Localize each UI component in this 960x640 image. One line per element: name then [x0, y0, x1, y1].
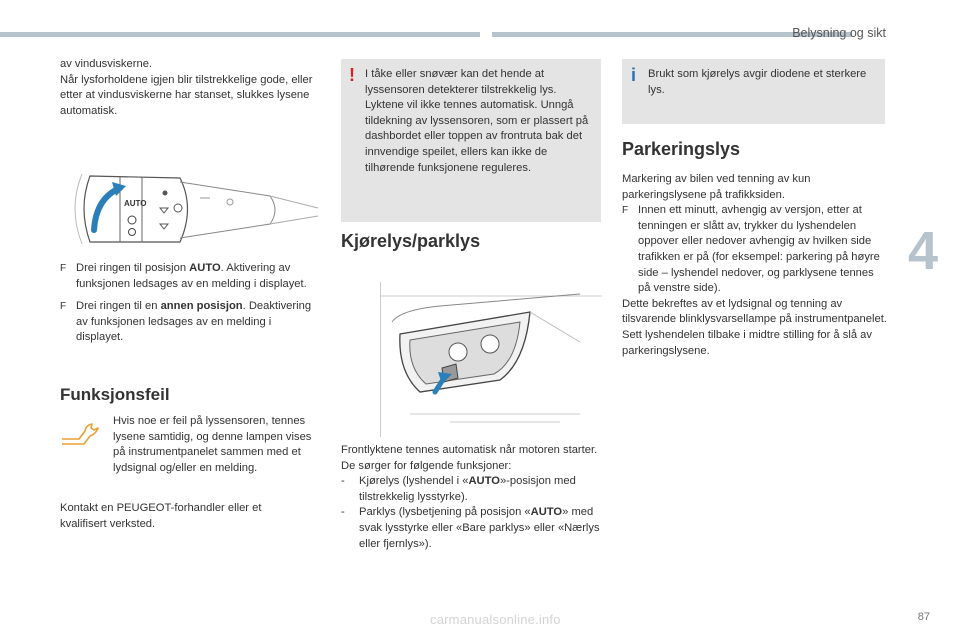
- auto-label: AUTO: [124, 199, 147, 208]
- bullet-bold: AUTO: [189, 262, 221, 274]
- col1-intro: [60, 57, 318, 119]
- bullet-marker: F: [60, 301, 67, 313]
- bullet-auto: [60, 261, 318, 292]
- chapter-number: 4: [907, 221, 938, 281]
- function-item-daytime: [341, 474, 603, 505]
- bullet-bold: annen posisjon: [160, 300, 243, 313]
- list-dash: -: [341, 475, 345, 488]
- spanner-icon: [60, 420, 100, 450]
- item-text: »-posisjon med tilstrekkelig lysstyrke).: [359, 475, 576, 503]
- headlight-drawing: [380, 282, 602, 437]
- intro-line-2: Når lysforholdene igjen blir tilstrekkelige gode, eller etter at vindusviskerne har stanset, slukkes lysene automatisk.: [60, 73, 313, 117]
- col2-body: [341, 443, 603, 552]
- daytime-para-2: De sørger for følgende funksjoner:: [341, 459, 512, 472]
- light-stalk-drawing: [60, 168, 318, 250]
- bullet-other-position: [60, 299, 318, 346]
- section-title: Belysning og sikt: [792, 26, 886, 40]
- parking-para-3: Sett lyshendelen tilbake i midtre stilling for å slå av parkeringslysene.: [622, 328, 872, 357]
- fault-text: Hvis noe er feil på lyssensoren, tennes lysene samtidig, og denne lampen vises på instrumentpanelet sammen med et lydsignal og/eller en melding.: [113, 415, 312, 474]
- footer-watermark: carmanualsonline.info: [430, 612, 561, 627]
- col1-bullets: [60, 261, 318, 346]
- bullet-text: Drei ringen til en: [76, 300, 161, 313]
- bullet-text: Drei ringen til posisjon: [76, 262, 190, 274]
- parking-bullet: [622, 203, 887, 297]
- parking-lights-heading: Parkeringslys: [622, 139, 741, 159]
- warning-text: I tåke eller snøvær kan det hende at lyssensoren detekterer tilstrekkelig lys. Lyktene vil ikke tennes automatisk. Unngå tildekning av lyssensoren, som er plassert på dashbordet eller toppen av frontruta bak det innvendige speilet, ellers kan ikke de tilhørende funksjonene reguleres.: [365, 68, 589, 174]
- item-text: Kjørelys (lyshendel i «: [359, 475, 469, 488]
- page-number: 87: [917, 611, 930, 623]
- item-bold: AUTO: [468, 475, 500, 488]
- daytime-para-1: Frontlyktene tennes automatisk når motoren starter.: [341, 444, 598, 456]
- header-bar-left: [0, 32, 480, 37]
- col3-body: [622, 172, 887, 359]
- warning-box: [341, 59, 601, 222]
- bullet-text: . Deaktivering av funksjonen ledsages av en melding i displayet.: [76, 300, 312, 344]
- info-box: [622, 59, 885, 124]
- list-dash: -: [341, 506, 345, 519]
- contact-text: Kontakt en PEUGEOT-forhandler eller et kvalifisert verksted.: [60, 502, 262, 530]
- parking-para-2: Dette bekreftes av et lydsignal og tenning av tilsvarende blinklysvarsellampe på instrumentpanelet.: [622, 297, 887, 326]
- item-text: » med svak lysstyrke eller «Bare parklys» eller «Nærlys eller fjernlys»).: [359, 506, 600, 550]
- intro-line-1: av vindusviskerne.: [60, 58, 153, 70]
- fault-heading: Funksjonsfeil: [60, 385, 170, 404]
- light-stalk-figure: [60, 168, 318, 250]
- bullet-text: Innen ett minutt, avhengig av versjon, etter at tenningen er slått av, trykker du lyshendelen oppover eller nedover avhengig av hvilken side trafikken er på (for eksempel: parkering på høyre side – lyshendel nedover, og parklysene tennes på venstre side).: [638, 204, 880, 295]
- item-text: Parklys (lysbetjening på posisjon «: [359, 506, 531, 519]
- daytime-lights-heading: Kjørelys/parklys: [341, 231, 481, 251]
- headlight-figure: [380, 282, 602, 437]
- bullet-marker: F: [60, 263, 67, 274]
- info-icon: i: [631, 65, 637, 85]
- warning-icon: !: [349, 65, 355, 85]
- info-text: Brukt som kjørelys avgir diodene et sterkere lys.: [648, 68, 867, 96]
- item-bold: AUTO: [530, 506, 563, 519]
- bullet-marker: F: [622, 205, 629, 217]
- function-item-parking: [341, 505, 603, 552]
- parking-para-1: Markering av bilen ved tenning av kun parkeringslysene på trafikksiden.: [622, 173, 811, 201]
- bullet-text: . Aktivering av funksjonen ledsages av en melding i displayet.: [76, 262, 307, 290]
